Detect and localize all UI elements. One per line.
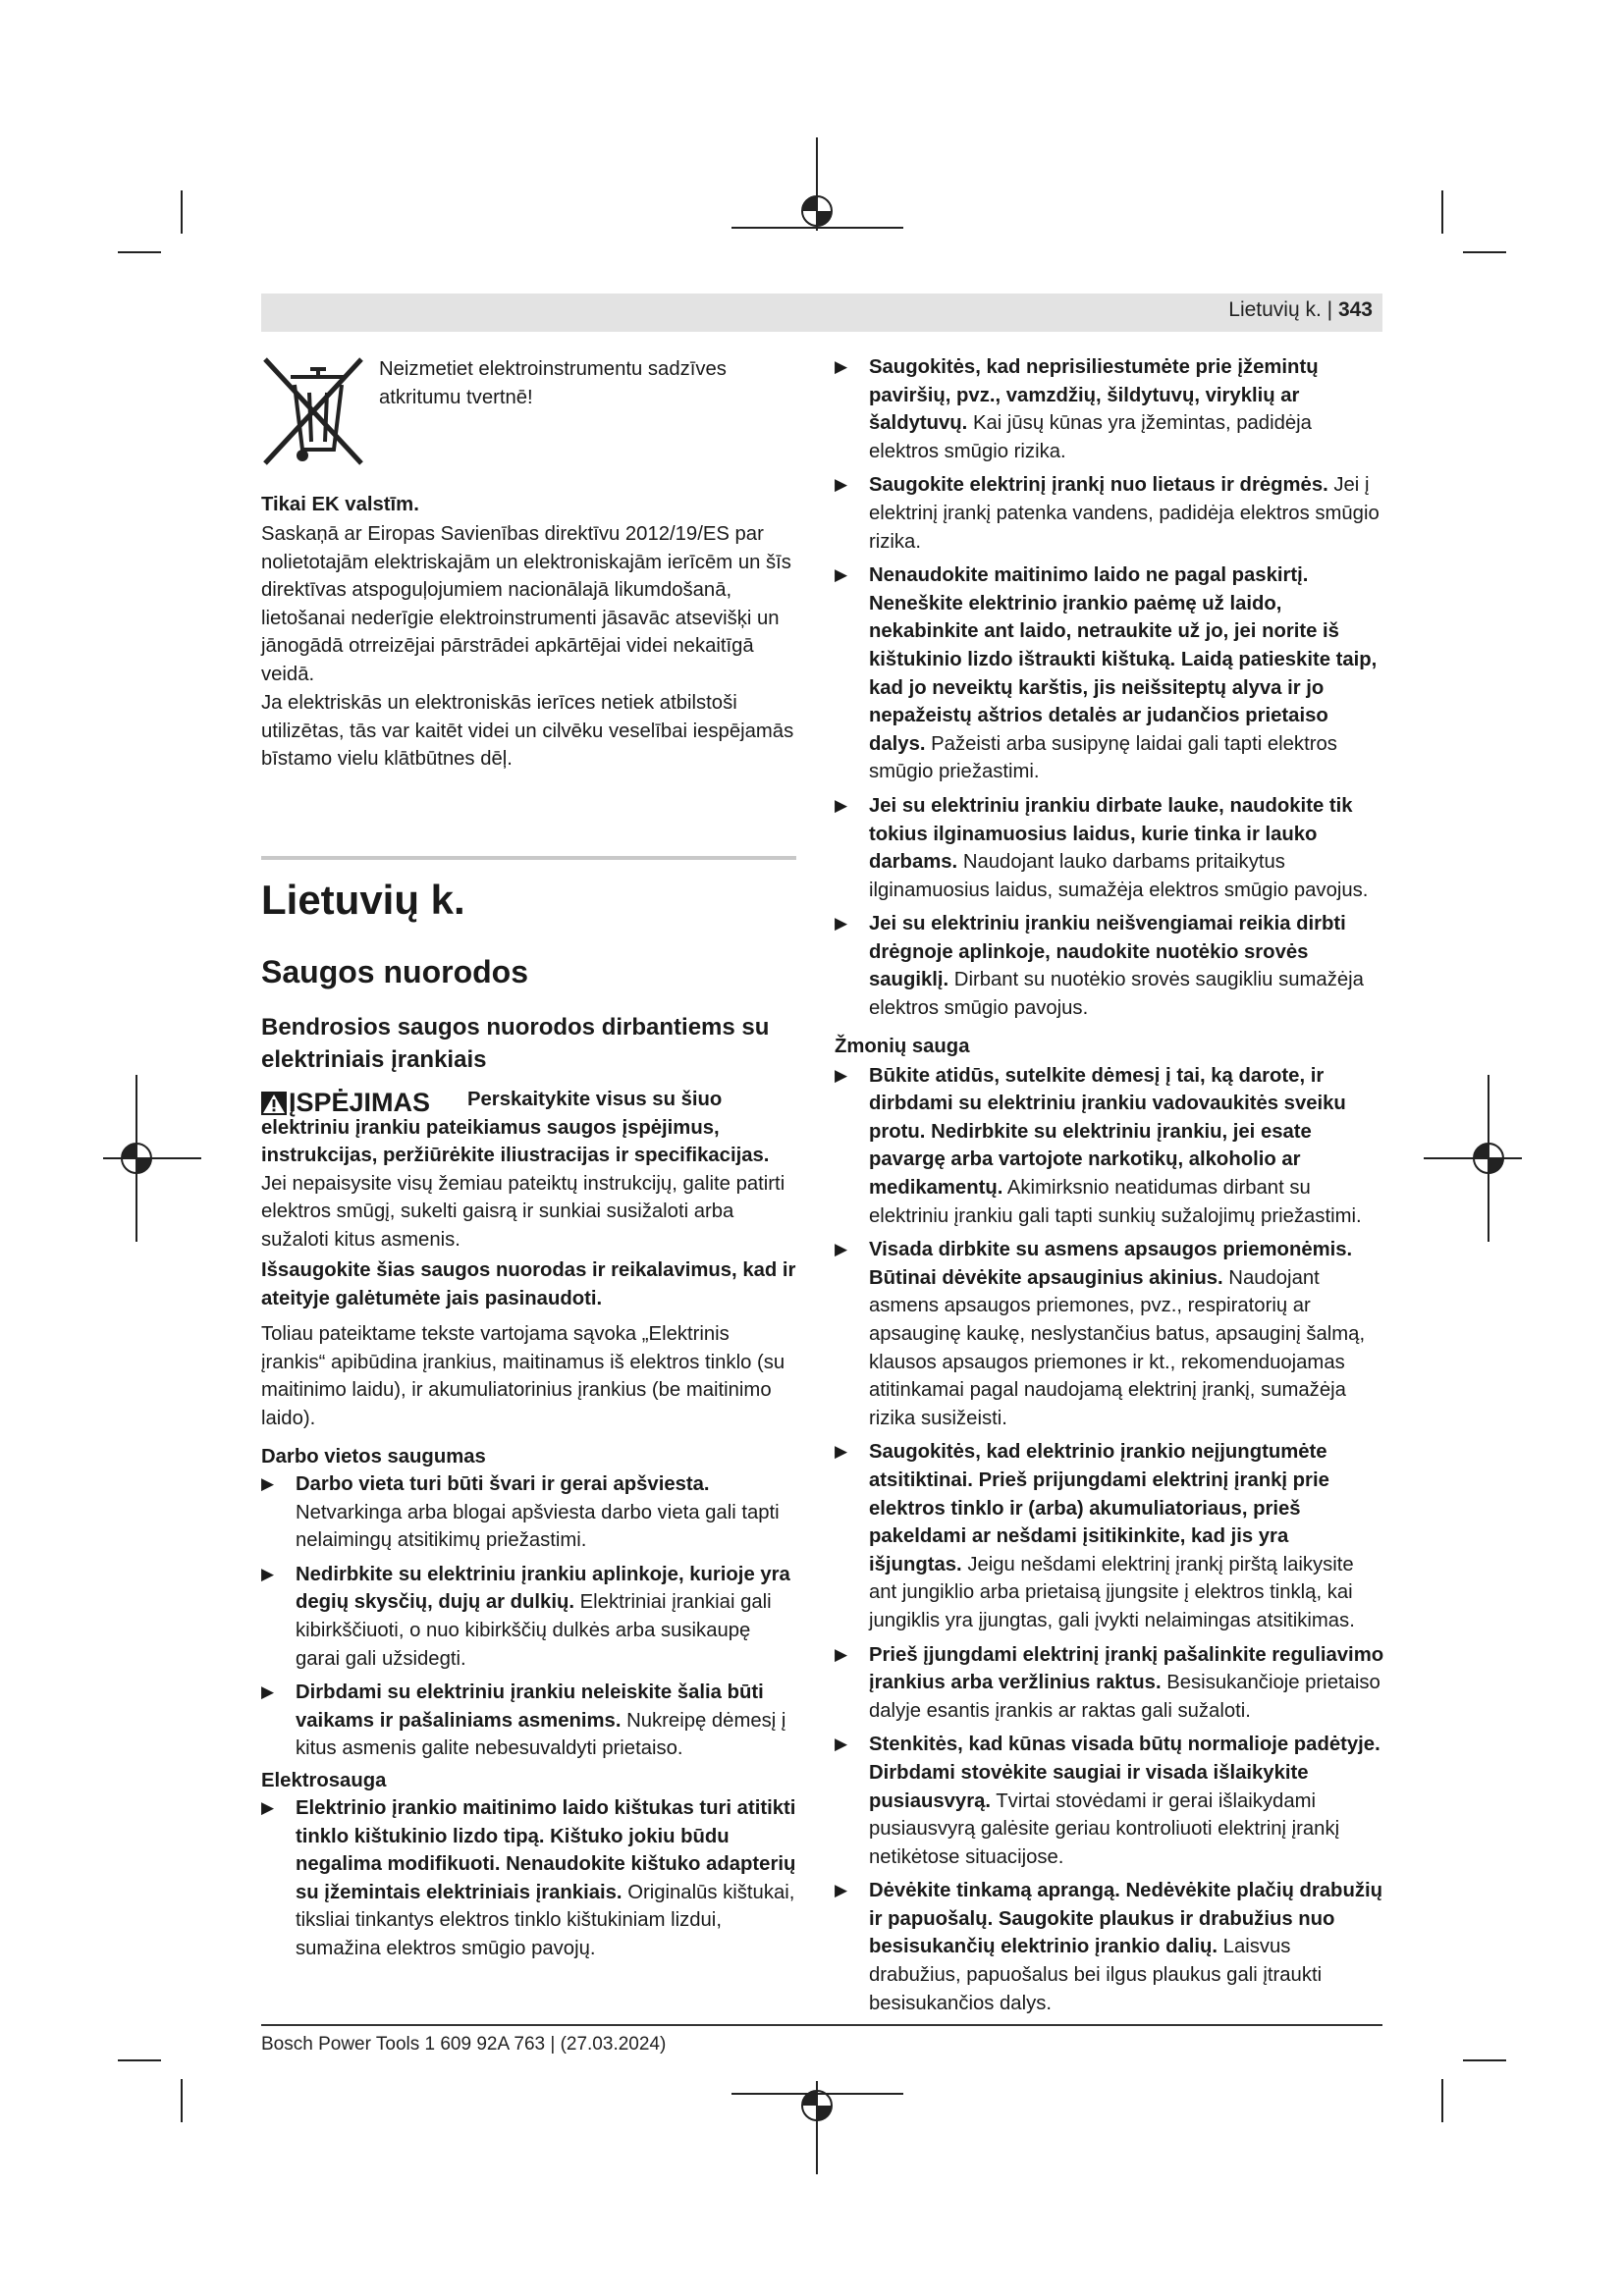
page-number: 343: [1337, 298, 1373, 321]
work-area-heading: Darbo vietos saugumas: [261, 1446, 486, 1468]
keep-instructions: Išsaugokite šias saugos nuorodas ir reikalavimus, kad ir ateityje galėtumėte jais pasinaudoti.: [261, 1259, 796, 1309]
list-item: ▶ Visada dirbkite su asmens apsaugos priemonėmis. Būtinai dėvėkite apsauginius akinius. Naudojant asmens apsaugos priemones, pvz., respiratorių ar apsauginę kaukę, neslystančius batus, apsauginį šalmą, klausos apsaugos priemones ir kt., rekomenduojamas atitinkamai pagal naudojamą elektrinį įrankį, sumažėja rizika susižeisti.: [835, 1236, 1384, 1432]
crop-mark: [181, 2079, 183, 2122]
electrical-heading: Elektrosauga: [261, 1770, 387, 1791]
list-item: ▶ Saugokitės, kad elektrinio įrankio neįjungtumėte atsitiktinai. Prieš prijungdami elektrinį įrankį prie elektros tinklo ir (arba) akumuliatoriaus, prieš pakeldami ar nešdami įsitikinkite, kad jis yra išjungtas. Jeigu nešdami elektrinį įrankį pirštą laikysite ant jungiklio arba prietaisą įjungsite į elektros tinklą, kai jungiklis yra įjungtas, gali įvykti nelaimingas atsitikimas.: [835, 1438, 1384, 1634]
bullet-arrow-icon: ▶: [261, 1474, 275, 1493]
electrical-list: [261, 1794, 796, 1963]
section-divider: [261, 856, 796, 860]
weee-paragraph-2: Ja elektriskās un elektroniskās ierīces netiek atbilstoši utilizētas, tās var kaitēt videi un cilvēku veselībai iespējamās bīstamo vielu klātbūtnes dēļ.: [261, 692, 794, 771]
registration-mark-top: [731, 137, 903, 236]
bullet-arrow-icon: ▶: [835, 795, 848, 815]
page-title: Lietuvių k.: [261, 877, 465, 923]
general-safety-heading: Bendrosios saugos nuorodos dirbantiems su elektriniais įrankiais: [261, 1014, 770, 1073]
bullet-arrow-icon: ▶: [835, 1065, 848, 1085]
eu-heading: Tikai EK valstīm.: [261, 494, 419, 515]
crop-mark: [1463, 2059, 1506, 2061]
list-item: ▶ Dirbdami su elektriniu įrankiu neleiskite šalia būti vaikams ir pašaliniams asmenims. Nukreipę dėmesį į kitus asmenis galite nebesuvaldyti prietaiso.: [261, 1679, 796, 1763]
bullet-arrow-icon: ▶: [835, 357, 848, 376]
warning-label: ĮSPĖJIMAS: [289, 1088, 431, 1117]
crossed-out-wheelie-bin-icon: [263, 355, 365, 467]
bullet-arrow-icon: ▶: [835, 475, 848, 495]
bullet-arrow-icon: ▶: [835, 565, 848, 585]
definition-paragraph: Toliau pateiktame tekste vartojama sąvoka „Elektrinis įrankis“ apibūdina įrankius, maitinamus iš elektros tinklo (su maitinimo laidu), ir akumuliatorinius įrankius (be maitinimo laido).: [261, 1323, 785, 1429]
list-item: ▶ Elektrinio įrankio maitinimo laido kištukas turi atitikti tinklo kištukinio lizdo tipą. Kištuko jokiu būdu negalima modifikuoti. Nenaudokite kištuko adapterių su įžemintais elektriniais įrankiais. Originalūs kištukai, tiksliai tinkantys elektros tinklo kištukiniam lizdui, sumažina elektros smūgio pavojų.: [261, 1794, 796, 1963]
list-item: ▶ Nedirbkite su elektriniu įrankiu aplinkoje, kurioje yra degių skysčių, dujų ar dulkių. Elektriniai įrankiai gali kibirkščiuoti, o nuo kibirkščių dulkės arba susikaupę garai gali užsidegti.: [261, 1561, 796, 1673]
list-item: ▶ Nenaudokite maitinimo laido ne pagal paskirtį. Neneškite elektrinio įrankio paėmę už laido, nekabinkite ant laido, netraukite už jo, jei norite iš kištukinio lizdo ištraukti kištuką. Laidą patieskite taip, kad jo neveiktų karštis, jis neišsiteptų alyva ir jo nepažeistų aštrios detalės ar judančios prietaiso dalys. Pažeisti arba susipynę laidai gali tapti elektros smūgio priežastimi.: [835, 561, 1384, 786]
crop-mark: [118, 2059, 161, 2061]
list-item: ▶ Jei su elektriniu įrankiu neišvengiamai reikia dirbti drėgnoje aplinkoje, naudokite nuotėkio srovės saugiklį. Dirbant su nuotėkio srovės saugikliu sumažėja elektros smūgio pavojus.: [835, 910, 1384, 1022]
warning-paragraph: [261, 1086, 796, 1255]
list-item: ▶ Prieš įjungdami elektrinį įrankį pašalinkite reguliavimo įrankius arba veržlinius raktus. Besisukančioje prietaiso dalyje esantis įrankis ar raktas gali sužaloti.: [835, 1641, 1384, 1726]
work-area-list: [261, 1470, 796, 1763]
list-item: ▶ Saugokitės, kad neprisiliestumėte prie įžemintų paviršių, pvz., vamzdžių, šildytuvų, viryklių ar šaldytuvų. Kai jūsų kūnas yra įžemintas, padidėja elektros smūgio rizika.: [835, 353, 1384, 465]
personal-safety-heading: Žmonių sauga: [835, 1035, 970, 1057]
bullet-arrow-icon: ▶: [835, 1735, 848, 1754]
header-section: Lietuvių k.: [1228, 298, 1322, 321]
bullet-arrow-icon: ▶: [261, 1564, 275, 1583]
bullet-arrow-icon: ▶: [835, 914, 848, 934]
list-item: ▶ Darbo vieta turi būti švari ir gerai apšviesta. Netvarkinga arba blogai apšviesta darbo vieta gali tapti nelaimingų atsitikimų priežastimi.: [261, 1470, 796, 1555]
weee-text: Neizmetiet elektroinstrumentu sadzīves atkritumu tvertnē!: [379, 358, 727, 408]
crop-mark: [1463, 251, 1506, 253]
registration-mark-right: [1424, 1075, 1522, 1242]
list-item: ▶ Dėvėkite tinkamą aprangą. Nedėvėkite plačių drabužių ir papuošalų. Saugokite plaukus ir drabužius nuo besisukančių elektrinio įrankio dalių. Laisvus drabužius, papuošalus bei ilgus plaukus gali įtraukti besisukančios dalys.: [835, 1877, 1384, 2017]
list-item: ▶ Saugokite elektrinį įrankį nuo lietaus ir drėgmės. Jei į elektrinį įrankį patenka vandens, padidėja elektros smūgio rizika.: [835, 471, 1384, 556]
warning-text: Jei nepaisysite visų žemiau pateiktų instrukcijų, galite patirti elektros smūgį, sukelti gaisrą ir sunkiai susižaloti arba sužaloti kitus asmenis.: [261, 1172, 785, 1251]
crop-mark: [1441, 2079, 1443, 2122]
bullet-arrow-icon: ▶: [835, 1644, 848, 1664]
warning-bold: Perskaitykite visus su šiuo elektriniu įrankiu pateikiamus saugos įspėjimus, instrukcijas, peržiūrėkite iliustracijas ir specifikacijas.: [261, 1089, 770, 1167]
bullet-arrow-icon: ▶: [835, 1240, 848, 1259]
registration-mark-bottom: [731, 2076, 903, 2174]
list-item: ▶ Jei su elektriniu įrankiu dirbate lauke, naudokite tik tokius ilginamuosius laidus, kurie tinka ir lauko darbams. Naudojant lauko darbams pritaikytus ilginamuosius laidus, sumažėja elektros smūgio pavojus.: [835, 792, 1384, 904]
crop-mark: [1441, 190, 1443, 234]
page-header: Lietuvių k. | 343: [1228, 298, 1373, 321]
page-header-bar: [261, 294, 1382, 332]
bullet-arrow-icon: ▶: [261, 1798, 275, 1817]
registration-mark-left: [103, 1075, 201, 1242]
crop-mark: [118, 251, 161, 253]
bullet-arrow-icon: ▶: [261, 1682, 275, 1702]
bullet-arrow-icon: ▶: [835, 1442, 848, 1462]
weee-paragraph-1: Saskaņā ar Eiropas Savienības direktīvu 2012/19/ES par nolietotajām elektriskajām un elektroniskajām ierīcēm un šīs direktīvas atspoguļojumiem nacionālajā likumdošanā, lietošanai nederīgie elektroinstrumenti jāsavāc atsevišķi un jānogādā otrreizējai pārstrādei apkārtējai videi nekaitīgā veidā.: [261, 523, 791, 685]
safety-title: Saugos nuorodos: [261, 954, 528, 989]
list-item: ▶ Stenkitės, kad kūnas visada būtų normalioje padėtyje. Dirbdami stovėkite saugiai ir visada išlaikykite pusiausvyrą. Tvirtai stovėdami ir gerai išlaikydami pusiausvyrą galėsite geriau kontroliuoti elektrinį įrankį netikėtose situacijose.: [835, 1731, 1384, 1871]
crop-mark: [181, 190, 183, 234]
footer-rule: [261, 2024, 1382, 2026]
page-footer: Bosch Power Tools 1 609 92A 763 | (27.03.2024): [261, 2034, 667, 2055]
electrical-list-continued: [835, 353, 1384, 2017]
list-item: ▶ Būkite atidūs, sutelkite dėmesį į tai, ką darote, ir dirbdami su elektriniu įrankiu vadovaukitės sveiku protu. Nedirbkite su elektriniu įrankiu, jei esate pavargę arba vartojote narkotikų, alkoholio ar medikamentų. Akimirksnio neatidumas dirbant su elektriniu įrankiu gali tapti sunkių sužalojimų priežastimi.: [835, 1062, 1384, 1231]
bullet-arrow-icon: ▶: [835, 1881, 848, 1900]
